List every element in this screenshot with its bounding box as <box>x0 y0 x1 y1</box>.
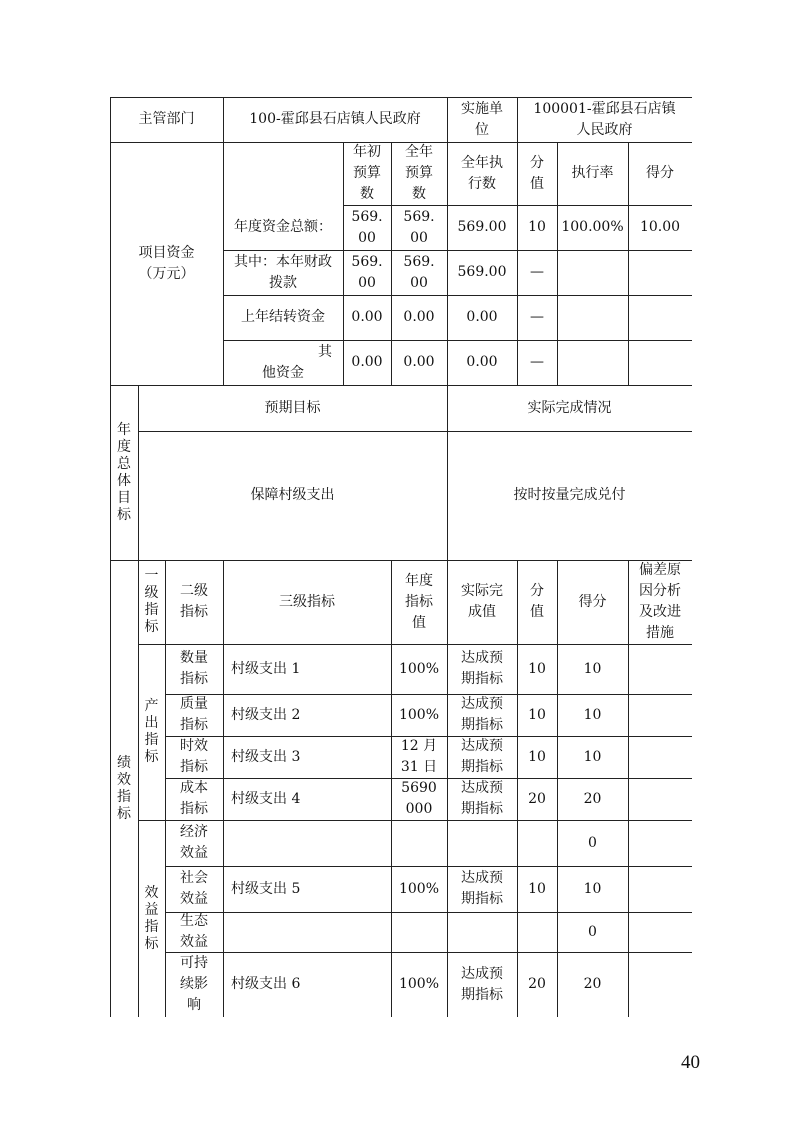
score-value: 0 <box>588 923 597 940</box>
goals-expected-header: 预期目标 <box>264 399 321 416</box>
deviation-note <box>628 736 692 778</box>
second-level-indicator: 成本 指标 <box>180 780 208 817</box>
deviation-note <box>628 644 692 694</box>
funds-row-score <box>628 250 692 295</box>
perf-col-second-level: 二级 指标 <box>180 583 208 620</box>
annual-target-value <box>391 820 447 866</box>
second-level-indicator: 生态 效益 <box>180 913 208 950</box>
funds-row-weight: — <box>530 264 544 280</box>
weight-value <box>517 912 557 952</box>
funds-row-name: 其 他资金 <box>262 343 332 381</box>
benefit-indicators-label: 效 益 指 标 <box>144 884 159 952</box>
score-value: 20 <box>583 976 602 992</box>
deviation-note <box>628 912 692 952</box>
funds-row-full: 569. 00 <box>403 253 435 291</box>
second-level-indicator: 可持 续影 响 <box>180 955 208 1013</box>
funds-row-full: 569. 00 <box>403 208 435 246</box>
third-level-indicator: 村级支出 2 <box>231 706 301 723</box>
actual-value: 达成预 期指标 <box>461 870 503 907</box>
actual-value <box>447 820 517 866</box>
funds-col-weight: 分 值 <box>530 154 544 192</box>
weight-value: 10 <box>528 706 546 723</box>
funds-row-executed: 0.00 <box>466 354 498 370</box>
funds-row-score <box>628 295 692 340</box>
second-level-indicator: 社会 效益 <box>180 870 208 907</box>
funds-row-name: 上年结转资金 <box>241 309 325 325</box>
funds-row-weight: 10 <box>528 219 546 235</box>
perf-col-score: 得分 <box>578 593 607 610</box>
funds-row-rate <box>557 295 628 340</box>
funds-col-executed: 全年执 行数 <box>461 154 503 192</box>
funds-col-score: 得分 <box>646 165 674 181</box>
funds-row-weight: — <box>530 309 544 325</box>
funds-row-executed: 0.00 <box>466 309 498 325</box>
goals-actual-header: 实际完成情况 <box>527 399 612 416</box>
annual-target-value: 12 月 31 日 <box>400 738 438 775</box>
funds-label: 项目资金 （万元） <box>138 244 195 282</box>
goals-label: 年 度 总 体 目 标 <box>117 421 131 523</box>
third-level-indicator: 村级支出 5 <box>231 880 301 897</box>
actual-value: 达成预 期指标 <box>461 650 503 687</box>
second-level-indicator: 数量 指标 <box>180 650 208 687</box>
score-value: 20 <box>583 790 602 807</box>
annual-target-value: 100% <box>398 976 440 992</box>
unit-label: 实施单 位 <box>461 100 503 138</box>
performance-table <box>110 97 692 1017</box>
second-level-indicator: 经济 效益 <box>180 824 208 861</box>
funds-row-name: 其中：本年财政 拨款 <box>234 253 332 291</box>
funds-row-score: 10.00 <box>639 219 681 235</box>
dept-value: 100-霍邱县石店镇人民政府 <box>249 111 421 127</box>
deviation-note <box>628 866 692 912</box>
score-value: 0 <box>588 834 597 851</box>
weight-value: 10 <box>528 880 546 897</box>
third-level-indicator: 村级支出 3 <box>231 748 301 765</box>
annual-target-value: 100% <box>398 880 440 897</box>
deviation-note <box>628 694 692 736</box>
third-level-indicator <box>223 912 391 952</box>
annual-target-value: 100% <box>398 660 440 677</box>
funds-row-initial: 0.00 <box>351 354 383 370</box>
funds-row-rate <box>557 250 628 295</box>
deviation-note <box>628 820 692 866</box>
third-level-indicator <box>223 820 391 866</box>
funds-row-rate <box>557 340 628 385</box>
perf-col-actual: 实际完 成值 <box>461 583 503 620</box>
score-value: 10 <box>583 660 602 677</box>
weight-value: 20 <box>528 976 546 992</box>
funds-row-executed: 569.00 <box>457 219 507 235</box>
actual-value: 达成预 期指标 <box>461 780 503 817</box>
weight-value: 10 <box>528 660 546 677</box>
weight-value: 20 <box>528 790 546 807</box>
unit-value: 100001-霍邱县石店镇 人民政府 <box>533 100 676 138</box>
perf-col-weight: 分 值 <box>530 583 544 620</box>
page-number: 40 <box>681 1052 700 1073</box>
third-level-indicator: 村级支出 4 <box>231 790 301 807</box>
actual-value: 达成预 期指标 <box>461 696 503 733</box>
perf-col-third-level: 三级指标 <box>279 593 335 610</box>
output-indicators-label: 产 出 指 标 <box>144 698 159 765</box>
perf-col-target: 年度 指标 值 <box>405 572 433 631</box>
annual-target-value <box>391 912 447 952</box>
deviation-note <box>628 778 692 820</box>
performance-label: 绩 效 指 标 <box>117 754 131 822</box>
deviation-note <box>628 952 692 1017</box>
dept-label: 主管部门 <box>138 111 195 127</box>
funds-row-full: 0.00 <box>403 309 435 325</box>
funds-row-rate: 100.00% <box>561 219 624 235</box>
funds-row-initial: 0.00 <box>351 309 383 325</box>
actual-value <box>447 912 517 952</box>
funds-row-full: 0.00 <box>403 354 435 370</box>
score-value: 10 <box>583 706 602 723</box>
second-level-indicator: 时效 指标 <box>180 738 208 775</box>
goals-expected: 保障村级支出 <box>250 487 335 503</box>
weight-value: 10 <box>528 748 546 765</box>
third-level-indicator: 村级支出 1 <box>231 660 301 677</box>
score-value: 10 <box>583 748 602 765</box>
funds-col-rate: 执行率 <box>571 165 614 181</box>
actual-value: 达成预 期指标 <box>461 965 503 1003</box>
funds-row-weight: — <box>530 354 544 370</box>
funds-col-initial: 年初 预算 数 <box>353 144 381 202</box>
weight-value <box>517 820 557 866</box>
score-value: 10 <box>583 880 602 897</box>
goals-actual: 按时按量完成兑付 <box>513 487 626 503</box>
funds-row-name: 年度资金总额： <box>234 219 332 235</box>
perf-col-deviation: 偏差原 因分析 及改进 措施 <box>639 562 681 641</box>
perf-col-first-level: 一 级 指 标 <box>144 568 159 635</box>
annual-target-value: 100% <box>398 706 440 723</box>
second-level-indicator: 质量 指标 <box>180 696 208 733</box>
annual-target-value: 5690 000 <box>401 780 437 817</box>
funds-row-executed: 569.00 <box>457 264 507 280</box>
funds-col-full: 全年 预算 数 <box>405 144 433 202</box>
funds-row-initial: 569. 00 <box>351 208 383 246</box>
actual-value: 达成预 期指标 <box>461 738 503 775</box>
funds-row-score <box>628 340 692 385</box>
funds-row-initial: 569. 00 <box>351 253 383 291</box>
third-level-indicator: 村级支出 6 <box>231 976 301 992</box>
